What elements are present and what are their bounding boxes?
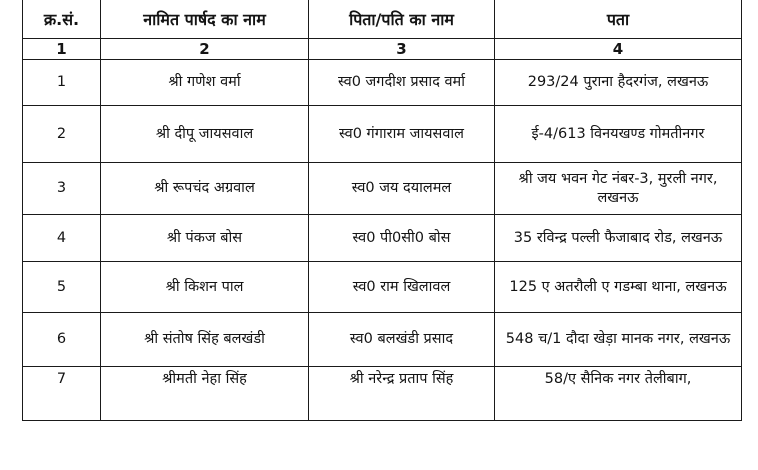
header-serial: क्र.सं. <box>23 0 101 39</box>
column-number: 2 <box>101 39 309 60</box>
address-cell: ई-4/613 विनयखण्ड गोमतीनगर <box>495 106 742 163</box>
name-cell: श्री संतोष सिंह बलखंडी <box>101 313 309 367</box>
address-cell: 293/24 पुराना हैदरगंज, लखनऊ <box>495 60 742 106</box>
father-name-cell: स्व0 जगदीश प्रसाद वर्मा <box>309 60 495 106</box>
name-cell: श्री दीपू जायसवाल <box>101 106 309 163</box>
serial-cell: 7 <box>23 367 101 421</box>
name-cell: श्री किशन पाल <box>101 262 309 313</box>
name-cell: श्रीमती नेहा सिंह <box>101 367 309 421</box>
table-row <box>23 367 742 421</box>
address-cell: 35 रविन्द्र पल्ली फैजाबाद रोड, लखनऊ <box>495 215 742 262</box>
address-cell: श्री जय भवन गेट नंबर-3, मुरली नगर, लखनऊ <box>495 163 742 215</box>
header-name: नामित पार्षद का नाम <box>101 0 309 39</box>
table-row <box>23 60 742 106</box>
father-name-cell: स्व0 राम खिलावल <box>309 262 495 313</box>
serial-cell: 6 <box>23 313 101 367</box>
table-row <box>23 215 742 262</box>
header-father-name: पिता/पति का नाम <box>309 0 495 39</box>
address-cell: 58/ए सैनिक नगर तेलीबाग, <box>495 367 742 421</box>
father-name-cell: स्व0 गंगाराम जायसवाल <box>309 106 495 163</box>
header-address: पता <box>495 0 742 39</box>
father-name-cell: स्व0 बलखंडी प्रसाद <box>309 313 495 367</box>
serial-cell: 1 <box>23 60 101 106</box>
name-cell: श्री गणेश वर्मा <box>101 60 309 106</box>
table-header-row <box>23 0 742 39</box>
serial-cell: 4 <box>23 215 101 262</box>
serial-cell: 5 <box>23 262 101 313</box>
table-row <box>23 106 742 163</box>
address-cell: 548 च/1 दौदा खेड़ा मानक नगर, लखनऊ <box>495 313 742 367</box>
councillor-table <box>22 0 742 421</box>
father-name-cell: स्व0 जय दयालमल <box>309 163 495 215</box>
father-name-cell: स्व0 पी0सी0 बोस <box>309 215 495 262</box>
table-row <box>23 163 742 215</box>
name-cell: श्री पंकज बोस <box>101 215 309 262</box>
address-cell: 125 ए अतरौली ए गडम्बा थाना, लखनऊ <box>495 262 742 313</box>
serial-cell: 2 <box>23 106 101 163</box>
column-number-row <box>23 39 742 60</box>
serial-cell: 3 <box>23 163 101 215</box>
table-row <box>23 262 742 313</box>
column-number: 1 <box>23 39 101 60</box>
table-row <box>23 313 742 367</box>
name-cell: श्री रूपचंद अग्रवाल <box>101 163 309 215</box>
column-number: 4 <box>495 39 742 60</box>
father-name-cell: श्री नरेन्द्र प्रताप सिंह <box>309 367 495 421</box>
column-number: 3 <box>309 39 495 60</box>
